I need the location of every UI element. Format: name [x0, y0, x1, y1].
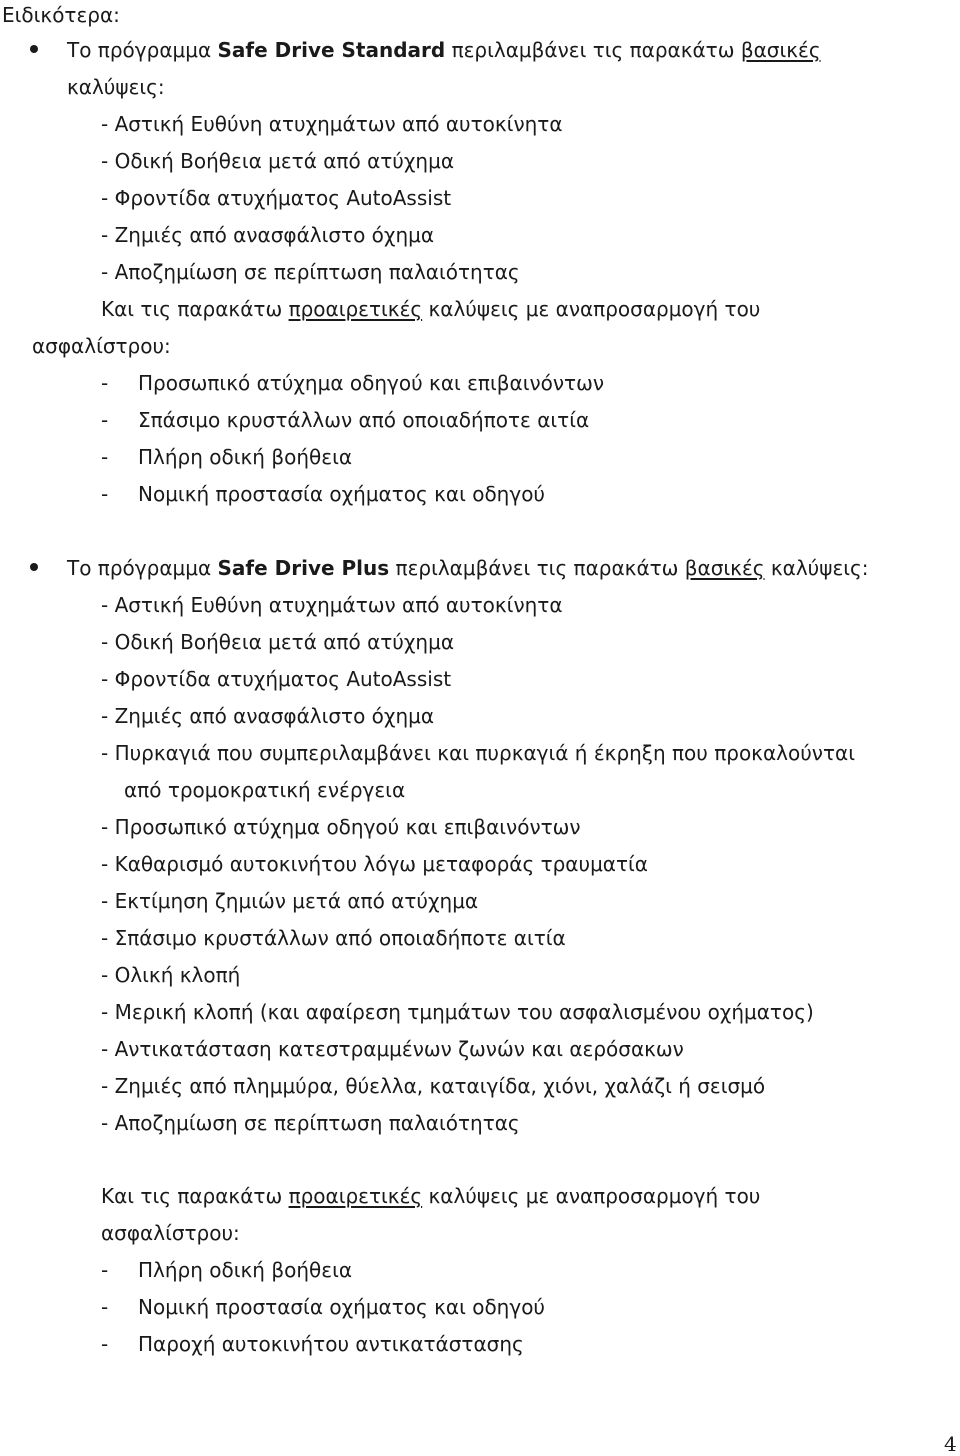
- plus-basic-item: - Ζημιές από πλημμύρα, θύελλα, καταιγίδα, χιόνι, χαλάζι ή σεισμό: [101, 1074, 766, 1098]
- standard-optional-item: Πλήρη οδική βοήθεια: [138, 445, 353, 469]
- plus-basic-word: βασικές: [684, 556, 765, 580]
- plus-optional-dash: -: [101, 1258, 109, 1282]
- standard-optional-intro: Και τις παρακάτω προαιρετικές καλύψεις με αναπροσαρμογή του: [101, 297, 761, 321]
- plus-basic-item: - Ζημιές από ανασφάλιστο όχημα: [101, 704, 435, 728]
- page-heading: Ειδικότερα:: [2, 3, 120, 27]
- plus-optional-word: προαιρετικές: [288, 1184, 423, 1208]
- plus-optional-item: Παροχή αυτοκινήτου αντικατάστασης: [138, 1332, 524, 1356]
- standard-program-name: Safe Drive Standard: [217, 38, 446, 62]
- plus-basic-item: - Καθαρισμό αυτοκινήτου λόγω μεταφοράς τραυματία: [101, 852, 648, 876]
- standard-basic-word: βασικές: [740, 38, 821, 62]
- standard-basic-item: - Ζημιές από ανασφάλιστο όχημα: [101, 223, 435, 247]
- standard-optional-dash: -: [101, 371, 109, 395]
- plus-basic-item: - Φροντίδα ατυχήματος AutoAssist: [101, 667, 452, 691]
- plus-basic-item: - Μερική κλοπή (και αφαίρεση τμημάτων του ασφαλισμένου οχήματος): [101, 1000, 814, 1024]
- standard-basic-item: - Φροντίδα ατυχήματος AutoAssist: [101, 186, 452, 210]
- plus-basic-item: - Πυρκαγιά που συμπεριλαμβάνει και πυρκαγιά ή έκρηξη που προκαλούνται: [101, 741, 855, 765]
- standard-intro: Το πρόγραμμα Safe Drive Standard περιλαμβάνει τις παρακάτω βασικές: [67, 38, 821, 62]
- standard-optional-item: Σπάσιμο κρυστάλλων από οποιαδήποτε αιτία: [138, 408, 590, 432]
- standard-optional-word: προαιρετικές: [288, 297, 423, 321]
- standard-basic-item: - Οδική Βοήθεια μετά από ατύχημα: [101, 149, 454, 173]
- plus-optional-dash: -: [101, 1332, 109, 1356]
- plus-optional-dash: -: [101, 1295, 109, 1319]
- plus-basic-item: - Αντικατάσταση κατεστραμμένων ζωνών και αερόσακων: [101, 1037, 684, 1061]
- standard-optional-dash: -: [101, 445, 109, 469]
- plus-intro: Το πρόγραμμα Safe Drive Plus περιλαμβάνει τις παρακάτω βασικές καλύψεις:: [67, 556, 869, 580]
- standard-optional-dash: -: [101, 482, 109, 506]
- plus-optional-item: Νομική προστασία οχήματος και οδηγού: [138, 1295, 546, 1319]
- page-number: 4: [944, 1432, 957, 1456]
- plus-basic-item: - Ολική κλοπή: [101, 963, 241, 987]
- plus-basic-item: - Σπάσιμο κρυστάλλων από οποιαδήποτε αιτία: [101, 926, 566, 950]
- standard-optional-item: Προσωπικό ατύχημα οδηγού και επιβαινόντων: [138, 371, 604, 395]
- standard-optional-item: Νομική προστασία οχήματος και οδηγού: [138, 482, 546, 506]
- standard-basic-item: - Αποζημίωση σε περίπτωση παλαιότητας: [101, 260, 520, 284]
- standard-optional-dash: -: [101, 408, 109, 432]
- plus-basic-item: - Αστική Ευθύνη ατυχημάτων από αυτοκίνητα: [101, 593, 563, 617]
- plus-program-name: Safe Drive Plus: [217, 556, 390, 580]
- plus-basic-item: - Αποζημίωση σε περίπτωση παλαιότητας: [101, 1111, 520, 1135]
- plus-basic-item: - Εκτίμηση ζημιών μετά από ατύχημα: [101, 889, 479, 913]
- plus-optional-intro: Και τις παρακάτω προαιρετικές καλύψεις με αναπροσαρμογή του: [101, 1184, 761, 1208]
- bullet-standard: [30, 45, 38, 53]
- standard-intro-cont: καλύψεις:: [67, 75, 165, 99]
- plus-optional-cont: ασφαλίστρου:: [101, 1221, 240, 1245]
- standard-optional-cont: ασφαλίστρου:: [32, 334, 171, 358]
- bullet-plus: [30, 563, 38, 571]
- plus-basic-item-cont: από τρομοκρατική ενέργεια: [124, 778, 406, 802]
- standard-basic-item: - Αστική Ευθύνη ατυχημάτων από αυτοκίνητα: [101, 112, 563, 136]
- plus-basic-item: - Προσωπικό ατύχημα οδηγού και επιβαινόντων: [101, 815, 581, 839]
- plus-basic-item: - Οδική Βοήθεια μετά από ατύχημα: [101, 630, 454, 654]
- plus-optional-item: Πλήρη οδική βοήθεια: [138, 1258, 353, 1282]
